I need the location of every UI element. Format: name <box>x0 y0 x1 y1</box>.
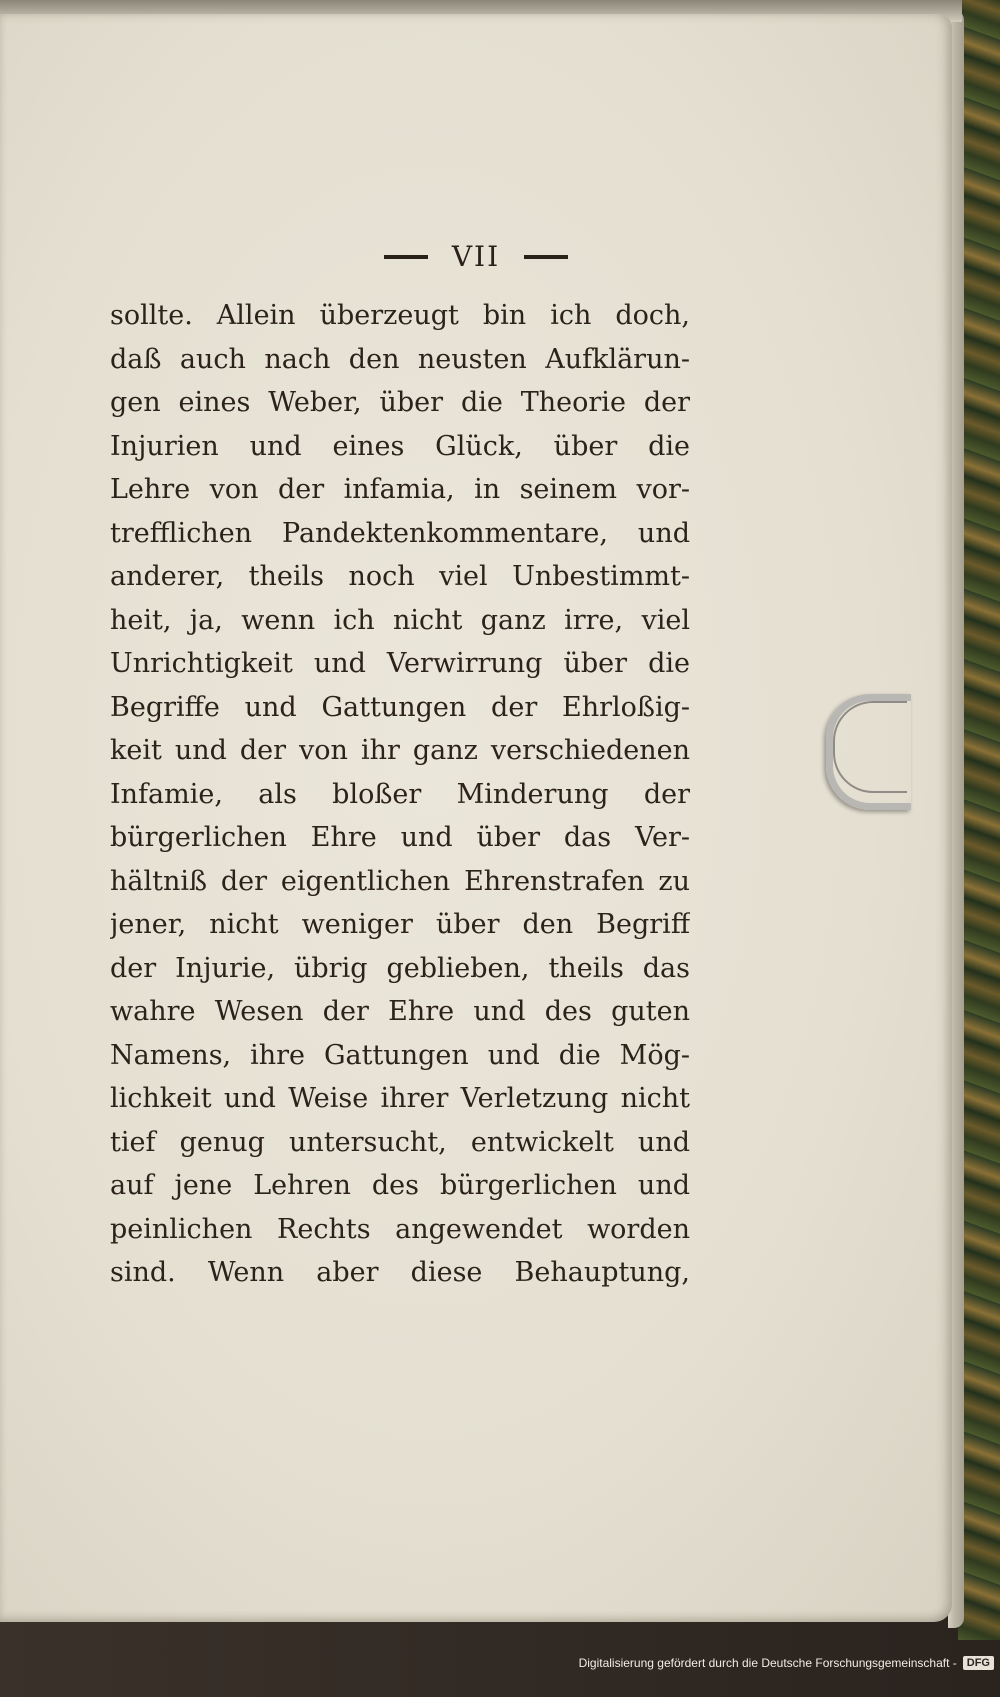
text-line: anderer, theils noch viel Unbestimmt- <box>110 561 690 592</box>
body-text <box>110 294 690 1295</box>
page-number: VII <box>451 240 501 273</box>
dfg-logo: DFG <box>963 1656 994 1670</box>
text-line: jener, nicht weniger über den Begriff <box>110 909 690 940</box>
text-line: heit, ja, wenn ich nicht ganz irre, viel <box>110 604 690 636</box>
text-line: Namens, ihre Gattungen und die Mög- <box>110 1039 690 1071</box>
text-line: peinlichen Rechts angewendet worden <box>110 1213 690 1245</box>
text-line: Lehre von der infamia, in seinem vor- <box>110 474 690 505</box>
text-line: hältniß der eigentlichen Ehrenstrafen zu <box>110 865 690 897</box>
text-line: auf jene Lehren des bürgerlichen und <box>110 1170 690 1201</box>
text-line: sind. Wenn aber diese Behauptung, <box>110 1257 690 1288</box>
digitization-footer <box>0 1648 1000 1678</box>
text-line: gen eines Weber, über die Theorie der <box>110 387 690 418</box>
text-line: bürgerlichen Ehre und über das Ver- <box>110 822 690 853</box>
text-line: tief genug untersucht, entwickelt und <box>110 1126 690 1158</box>
text-line: Injurien und eines Glück, über die <box>110 430 690 462</box>
text-line: daß auch nach den neusten Aufklärun- <box>110 343 690 375</box>
book-cover-edge <box>958 0 1000 1640</box>
book-page <box>0 14 952 1622</box>
text-line: Begriffe und Gattungen der Ehrloßig- <box>110 691 690 723</box>
text-line: Infamie, als bloßer Minderung der <box>110 778 690 810</box>
text-line: trefflichen Pandektenkommentare, und <box>110 517 690 549</box>
header-rule-left <box>384 255 428 259</box>
header-rule-right <box>524 255 568 259</box>
text-line: wahre Wesen der Ehre und des guten <box>110 996 690 1027</box>
funding-credit: Digitalisierung gefördert durch die Deutsche Forschungsgemeinschaft - <box>578 1656 957 1670</box>
text-line: lichkeit und Weise ihrer Verletzung nicht <box>110 1083 690 1114</box>
page-header <box>0 240 952 273</box>
text-line: Unrichtigkeit und Verwirrung über die <box>110 648 690 679</box>
text-line: sollte. Allein überzeugt bin ich doch, <box>110 300 690 331</box>
page-clip-inner <box>833 701 907 793</box>
text-line: der Injurie, übrig geblieben, theils das <box>110 952 690 984</box>
text-line: keit und der von ihr ganz verschiedenen <box>110 735 690 766</box>
